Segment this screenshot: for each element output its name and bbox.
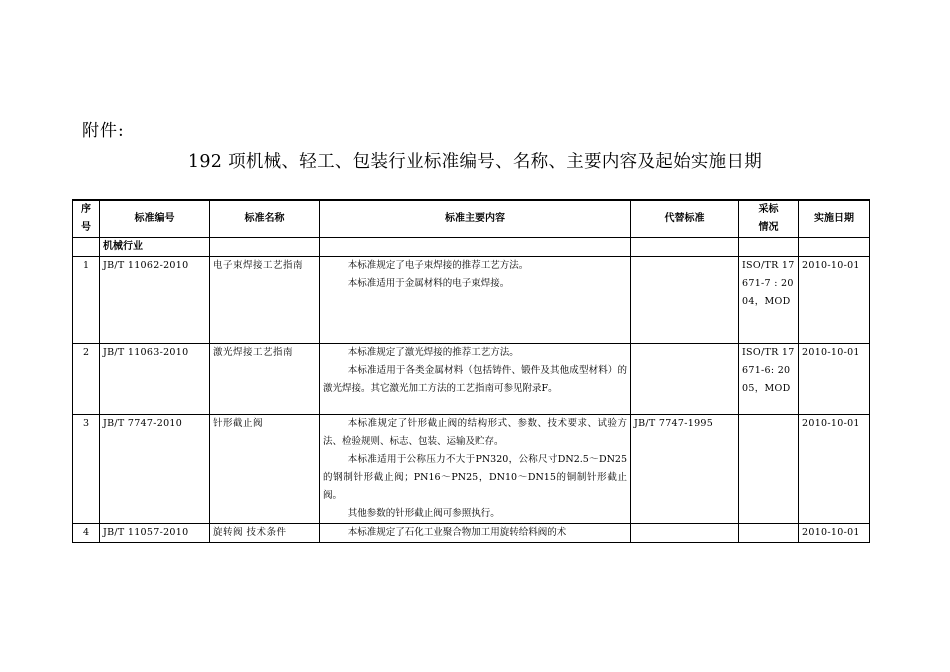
standard-code: JB/T 11062-2010 (100, 257, 210, 344)
row-number: 4 (73, 524, 100, 543)
header-no (73, 200, 100, 238)
section-empty-cell (210, 238, 320, 257)
content-paragraph: 本标准规定了激光焊接的推荐工艺方法。 (347, 347, 519, 358)
section-empty-cell (320, 238, 631, 257)
standard-content (320, 524, 631, 543)
effective-date: 2010-10-01 (799, 344, 870, 415)
content-paragraph: 本标准适用于公称压力不大于PN320，公称尺寸DN2.5～DN25的钢制针形截止阀；PN16～PN25，DN10～DN15的铜制针形截止阀。 (323, 454, 627, 501)
content-paragraph: 本标准规定了针形截止阀的结构形式、参数、技术要求、试验方法、检验规则、标志、包装、运输及贮存。 (323, 418, 627, 447)
content-paragraph: 本标准规定了石化工业聚合物加工用旋转给料阀的术 (347, 527, 567, 538)
row-number: 2 (73, 344, 100, 415)
replaced-standard (631, 257, 739, 344)
replaced-standard (631, 524, 739, 543)
standard-content (320, 415, 631, 524)
replaced-standard (631, 344, 739, 415)
standard-name: 电子束焊接工艺指南 (210, 257, 320, 344)
header-adopt-line2: 情况 (758, 222, 779, 233)
standard-name: 旋转阀 技术条件 (210, 524, 320, 543)
table-row (73, 257, 870, 344)
header-content: 标准主要内容 (320, 200, 631, 238)
adoption-status: ISO/TR 17671-7 : 2004，MOD (739, 257, 799, 344)
header-code: 标准编号 (100, 200, 210, 238)
section-empty-cell (631, 238, 739, 257)
header-adopt (739, 200, 799, 238)
table-header-row (73, 200, 870, 238)
effective-date: 2010-10-01 (799, 415, 870, 524)
document-title: 192 项机械、轻工、包装行业标准编号、名称、主要内容及起始实施日期 (187, 152, 763, 172)
table-row (73, 524, 870, 543)
section-empty-cell (739, 238, 799, 257)
header-name: 标准名称 (210, 200, 320, 238)
standard-name: 激光焊接工艺指南 (210, 344, 320, 415)
standard-code: JB/T 11063-2010 (100, 344, 210, 415)
standard-content (320, 257, 631, 344)
header-adopt-line1: 采标 (758, 204, 779, 215)
header-no-line2: 号 (81, 222, 91, 233)
adoption-status (739, 415, 799, 524)
section-label: 机械行业 (100, 238, 210, 257)
standard-code: JB/T 7747-2010 (100, 415, 210, 524)
effective-date: 2010-10-01 (799, 524, 870, 543)
content-paragraph: 其他参数的针形截止阀可参照执行。 (347, 508, 500, 519)
header-no-line1: 序 (81, 204, 91, 215)
attachment-label: 附件: (82, 121, 125, 141)
standards-table (72, 199, 870, 543)
replaced-standard: JB/T 7747-1995 (631, 415, 739, 524)
content-paragraph: 本标准规定了电子束焊接的推荐工艺方法。 (347, 260, 529, 271)
content-paragraph: 本标准适用于各类金属材料（包括铸件、锻件及其他成型材料）的激光焊接。其它激光加工方法的工艺指南可参见附录F。 (323, 365, 627, 394)
row-number: 1 (73, 257, 100, 344)
table-row (73, 344, 870, 415)
standard-content (320, 344, 631, 415)
adoption-status (739, 524, 799, 543)
section-empty-cell (799, 238, 870, 257)
section-row (73, 238, 870, 257)
section-empty-cell (73, 238, 100, 257)
adoption-status: ISO/TR 17671-6: 2005，MOD (739, 344, 799, 415)
row-number: 3 (73, 415, 100, 524)
standard-name: 针形截止阀 (210, 415, 320, 524)
table-row (73, 415, 870, 524)
standard-code: JB/T 11057-2010 (100, 524, 210, 543)
header-replaces: 代替标准 (631, 200, 739, 238)
header-date: 实施日期 (799, 200, 870, 238)
content-paragraph: 本标准适用于金属材料的电子束焊接。 (347, 278, 510, 289)
effective-date: 2010-10-01 (799, 257, 870, 344)
